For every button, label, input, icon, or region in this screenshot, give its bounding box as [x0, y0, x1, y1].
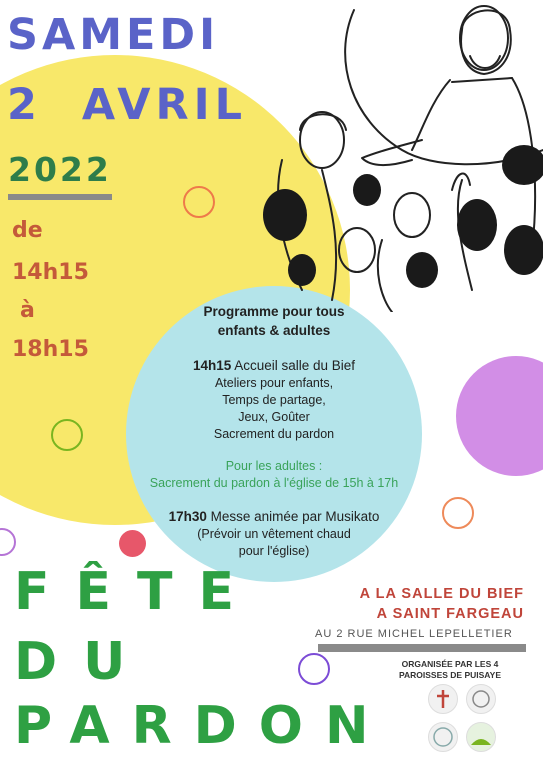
slot1-title: Accueil salle du Bief — [234, 358, 356, 373]
time-from-label: de — [12, 218, 43, 243]
location-line2: A SAINT FARGEAU — [376, 606, 524, 622]
time-to-label: à — [20, 298, 35, 323]
parish-logo-4 — [466, 722, 496, 752]
fete-title-line2: DU — [14, 632, 152, 692]
slot2-note: (Prévoir un vêtement chaud — [197, 527, 351, 541]
jesus-children-illustration — [262, 0, 543, 312]
location-divider — [318, 644, 526, 652]
organizer-line1: ORGANISÉE PAR LES 4 — [401, 659, 499, 669]
parish-logo-2 — [466, 684, 496, 714]
location-line1: A LA SALLE DU BIEF — [359, 586, 524, 602]
year-underline — [8, 194, 112, 200]
slot1-time: 14h15 — [192, 358, 232, 373]
year-title: 2022 — [8, 150, 112, 189]
date-day-title: SAMEDI — [7, 10, 220, 60]
organizer-line2: PAROISSES DE PUISAYE — [398, 670, 502, 680]
programme-title-line2: enfants & adultes — [217, 323, 331, 338]
slot1-item: Temps de partage, — [222, 393, 326, 407]
slot2-note: pour l'église) — [238, 544, 310, 558]
green-ring-left — [51, 419, 83, 451]
parish-logo-1 — [428, 684, 458, 714]
fete-title-line1: FÊTE — [14, 562, 261, 622]
slot2-time: 17h30 — [168, 509, 207, 524]
slot2-heading — [126, 507, 422, 526]
purple-ring-bottom — [298, 653, 330, 685]
location-address: AU 2 RUE MICHEL LEPELLETIER — [315, 628, 513, 640]
slot1-item: Sacrement du pardon — [213, 427, 335, 441]
time-end: 18h15 — [12, 337, 89, 362]
purple-circle-shape — [456, 356, 543, 476]
organizer-text — [390, 659, 510, 681]
adults-title: Pour les adultes : — [225, 459, 323, 473]
orange-ring-top — [183, 186, 215, 218]
slot2-title: Messe animée par Musikato — [210, 509, 380, 524]
programme-block — [126, 302, 422, 560]
date-month-title: 2 AVRIL — [7, 80, 248, 130]
slot1-item: Jeux, Goûter — [238, 410, 310, 424]
purple-ring-left — [0, 528, 16, 556]
orange-ring-right — [442, 497, 474, 529]
adults-text: Sacrement du pardon à l'église de 15h à 17h — [149, 476, 399, 490]
programme-title-line1: Programme pour tous — [203, 304, 345, 319]
fete-title-line3: PARDON — [14, 696, 391, 756]
time-start: 14h15 — [12, 260, 89, 285]
slot1-heading — [126, 356, 422, 375]
slot1-item: Ateliers pour enfants, — [214, 376, 334, 390]
parish-logo-3 — [428, 722, 458, 752]
